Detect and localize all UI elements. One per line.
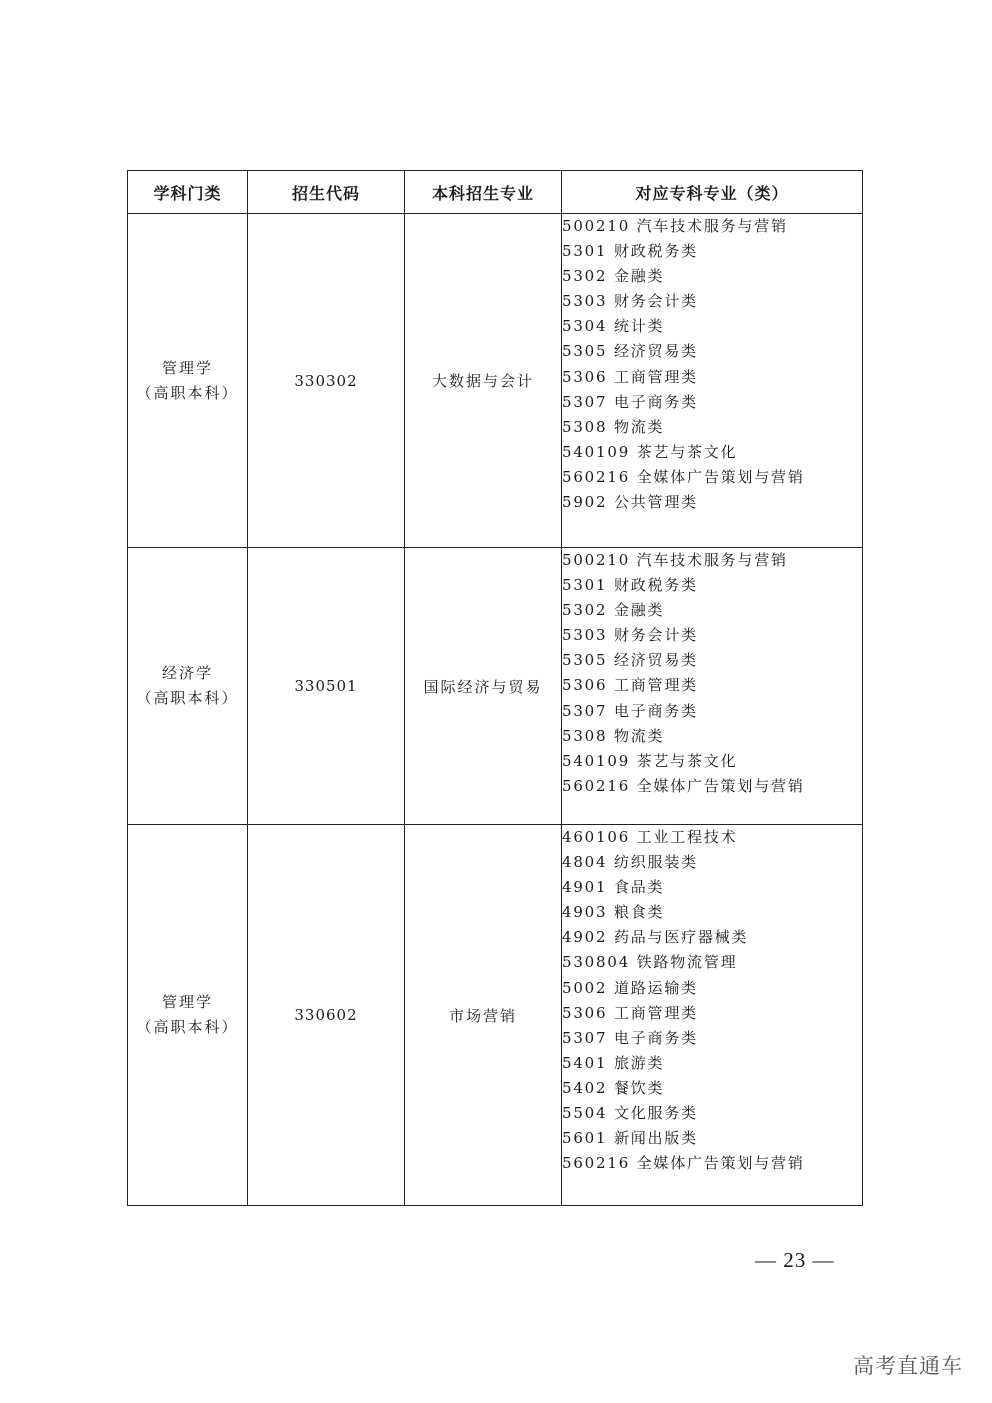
related-major-item: 5303 财务会计类 bbox=[562, 626, 698, 645]
enrollment-code-cell: 330501 bbox=[248, 548, 405, 825]
related-major-item: 5304 统计类 bbox=[562, 317, 665, 336]
related-major-item: 5306 工商管理类 bbox=[562, 367, 698, 386]
related-major-item: 5301 财政税务类 bbox=[562, 576, 698, 595]
related-major-item: 500210 汽车技术服务与营销 bbox=[562, 217, 788, 235]
header-undergraduate-major: 本科招生专业 bbox=[405, 171, 562, 214]
discipline-text: 经济学 bbox=[161, 664, 213, 682]
related-major-item: 460106 工业工程技术 bbox=[562, 828, 738, 846]
related-major-item: 5402 餐饮类 bbox=[562, 1078, 665, 1097]
related-major-item: 4903 粮食类 bbox=[562, 903, 665, 922]
related-major-item: 5305 经济贸易类 bbox=[562, 342, 698, 361]
header-discipline: 学科门类 bbox=[128, 171, 248, 214]
related-major-item: 5308 物流类 bbox=[562, 417, 665, 436]
related-major-item: 560216 全媒体广告策划与营销 bbox=[562, 1154, 805, 1173]
related-majors-cell bbox=[562, 214, 863, 548]
table-row bbox=[128, 825, 863, 1206]
related-major-item: 540109 茶艺与茶文化 bbox=[562, 751, 738, 770]
undergraduate-major-cell: 国际经济与贸易 bbox=[405, 548, 562, 825]
related-major-item: 5902 公共管理类 bbox=[562, 493, 698, 512]
related-major-item: 5002 道路运输类 bbox=[562, 978, 698, 997]
page-number: — 23 — bbox=[755, 1248, 835, 1272]
related-major-item: 5302 金融类 bbox=[562, 267, 665, 286]
related-majors-cell bbox=[562, 825, 863, 1206]
related-majors-cell bbox=[562, 548, 863, 825]
related-major-item: 5601 新闻出版类 bbox=[562, 1129, 698, 1148]
discipline-text: （高职本科） bbox=[136, 689, 239, 707]
related-major-item: 540109 茶艺与茶文化 bbox=[562, 442, 738, 461]
related-major-item: 4804 纺织服装类 bbox=[562, 853, 698, 872]
discipline-cell bbox=[128, 214, 248, 548]
discipline-text: 管理学 bbox=[161, 993, 213, 1011]
related-major-item: 5307 电子商务类 bbox=[562, 392, 698, 411]
discipline-text: （高职本科） bbox=[136, 1018, 239, 1036]
discipline-cell bbox=[128, 548, 248, 825]
related-major-item: 5301 财政税务类 bbox=[562, 242, 698, 261]
table-row bbox=[128, 214, 863, 548]
undergraduate-major-cell: 市场营销 bbox=[405, 825, 562, 1206]
header-enrollment-code: 招生代码 bbox=[248, 171, 405, 214]
watermark: 高考直通车 bbox=[853, 1354, 963, 1378]
related-major-item: 4902 药品与医疗器械类 bbox=[562, 928, 749, 947]
discipline-text: 管理学 bbox=[161, 358, 213, 377]
related-major-item: 5307 电子商务类 bbox=[562, 1028, 698, 1047]
related-major-item: 5306 工商管理类 bbox=[562, 1003, 698, 1022]
related-major-item: 5308 物流类 bbox=[562, 726, 665, 745]
related-major-item: 530804 铁路物流管理 bbox=[562, 953, 738, 972]
related-major-item: 5401 旅游类 bbox=[562, 1053, 665, 1072]
related-major-item: 5306 工商管理类 bbox=[562, 676, 698, 695]
majors-table bbox=[127, 170, 863, 1206]
enrollment-code-cell: 330602 bbox=[248, 825, 405, 1206]
related-major-item: 5504 文化服务类 bbox=[562, 1104, 698, 1123]
related-major-item: 5307 电子商务类 bbox=[562, 701, 698, 720]
related-major-item: 5305 经济贸易类 bbox=[562, 651, 698, 670]
related-major-item: 5303 财务会计类 bbox=[562, 292, 698, 311]
discipline-cell bbox=[128, 825, 248, 1206]
table-header-row bbox=[128, 171, 863, 214]
related-major-item: 500210 汽车技术服务与营销 bbox=[562, 551, 788, 569]
related-major-item: 560216 全媒体广告策划与营销 bbox=[562, 776, 805, 795]
table-row bbox=[128, 548, 863, 825]
header-related-majors: 对应专科专业（类） bbox=[562, 171, 863, 214]
undergraduate-major-cell: 大数据与会计 bbox=[405, 214, 562, 548]
related-major-item: 560216 全媒体广告策划与营销 bbox=[562, 467, 805, 486]
related-major-item: 5302 金融类 bbox=[562, 601, 665, 620]
enrollment-code-cell: 330302 bbox=[248, 214, 405, 548]
related-major-item: 4901 食品类 bbox=[562, 878, 665, 897]
discipline-text: （高职本科） bbox=[136, 383, 239, 402]
